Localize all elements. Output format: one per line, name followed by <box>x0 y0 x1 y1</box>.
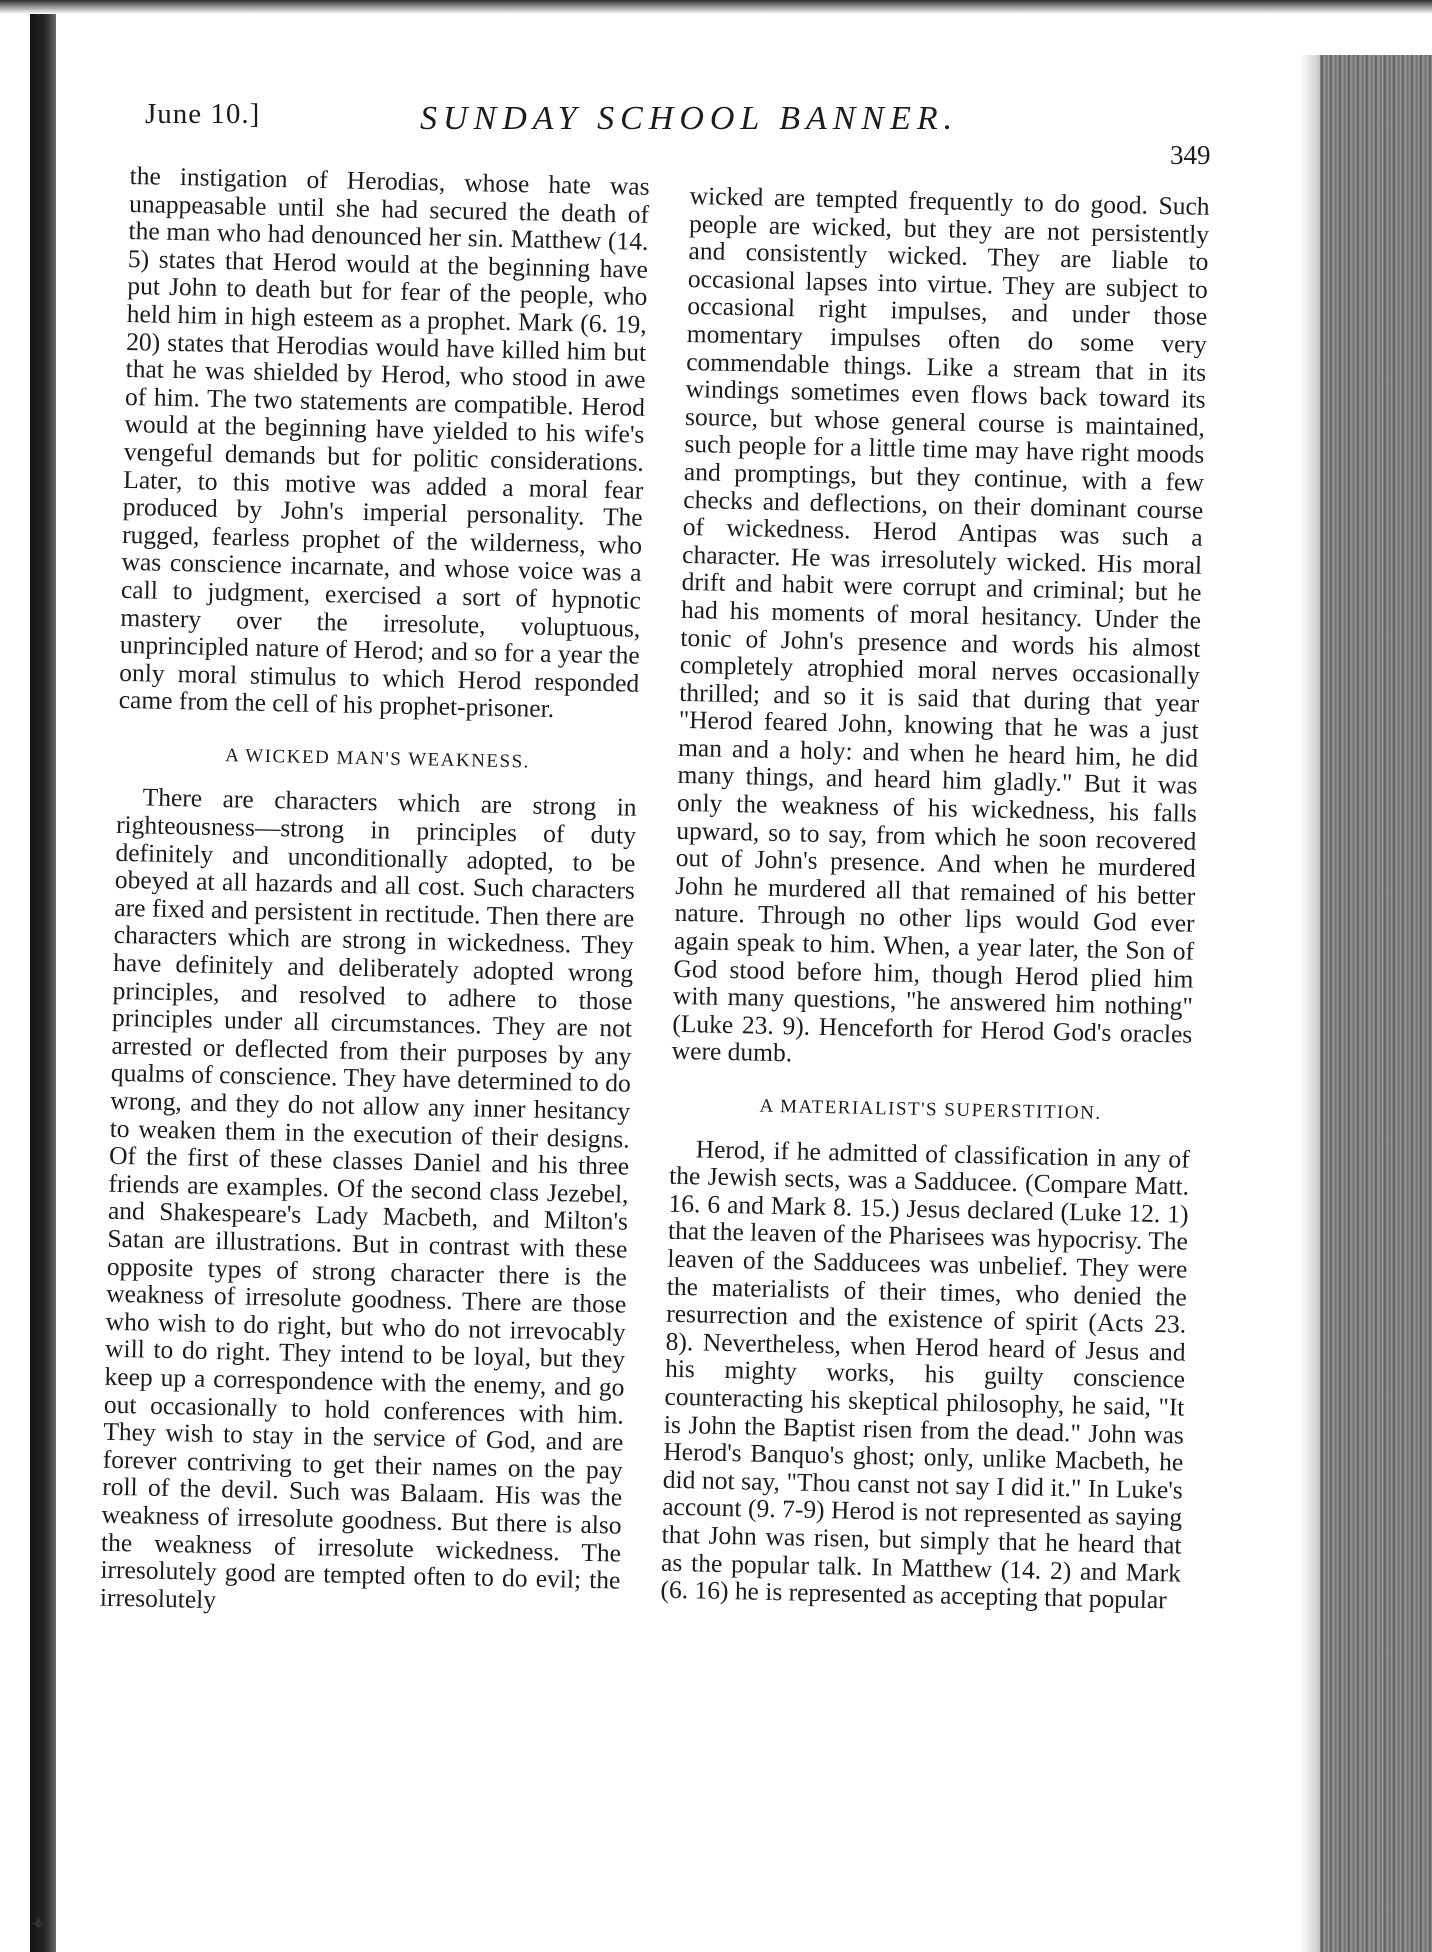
book-binding-shadow <box>30 0 56 1952</box>
right-paragraph-continued: wicked are tempted frequently to do good. Such people are wicked, but they are not persistently and consistently wicked. They are liable to occasional lapses into virtue. They are subject to occasional right impulses, and under those momentary impulses often do some very commendable things. Like a stream that in its windings sometimes even flows back toward its source, but whose general course is maintained, such people for a little time may have right moods and promptings, but they continue, with a few checks and deflections, on their dominant course of wickedness. Herod Antipas was such a character. He was irresolutely wicked. His moral drift and habit were corrupt and criminal; but he had his moments of moral hesitancy. Under the tonic of John's presence and words his almost completely atrophied moral nerves occasionally thrilled; and so it is said that during that year "Herod feared John, knowing that he was a just man and a holy: and when he heard him, he did many things, and heard him gladly." But it was only the weakness of his wickedness, his falls upward, so to say, from which he soon recovered out of John's presence. And when he murdered John he murdered all that remained of his better nature. Through no other lips would God ever again speak to him. When, a year later, the Son of God stood before him, though Herod plied him with many questions, "he answered him nothing" (Luke 23. 9). Henceforth for Herod God's oracles were dumb. <box>671 181 1210 1068</box>
corner-ink-mark: ✦ <box>30 1914 47 1936</box>
left-column <box>100 162 650 1622</box>
stacked-page-edges <box>1320 55 1432 1952</box>
top-edge-shadow <box>0 0 1432 14</box>
left-paragraph-continued: the instigation of Herodias, whose hate was unappeasable until she had secured the death of the man who had denounced her sin. Matthew (14. 5) states that Herod would at the beginning have put John to death but for fear of the people, who held him in high esteem as a prophet. Mark (6. 19, 20) states that Herodias would have killed him but that he was shielded by Herod, who stood in awe of him. The two statements are compatible. Herod would at the beginning have yielded to his wife's vengeful demands but for politic considerations. Later, to this motive was added a moral fear produced by John's imperial personality. The rugged, fearless prophet of the wilderness, who was conscience incarnate, and whose voice was a call to judgment, exercised a sort of hypnotic mastery over the irresolute, voluptuous, unprincipled nature of Herod; and so for a year the only moral stimulus to which Herod responded came from the cell of his prophet-prisoner. <box>118 161 650 724</box>
right-column <box>660 182 1210 1614</box>
right-paragraph-superstition: Herod, if he admitted of classification in any of the Jewish sects, was a Sadducee. (Compare Matt. 16. 6 and Mark 8. 15.) Jesus declared (Luke 12. 1) that the leaven of the Pharisees was hypocrisy. The leaven of the Sadducees was unbelief. They were the materialists of their times, who denied the resurrection and the existence of spirit (Acts 23. 8). Nevertheless, when Herod heard of Jesus and his mighty works, his guilty conscience counteracting his skeptical philosophy, he said, "It is John the Baptist risen from the dead." John was Herod's Banquo's ghost; only, unlike Macbeth, he did not say, "Thou canst not say I did it." In Luke's account (9. 7-9) Herod is not represented as saying that John was risen, but simply that he heard that as the popular talk. In Matthew (14. 2) and Mark (6. 16) he is represented as accepting that popular <box>660 1133 1190 1615</box>
section-heading-wicked-mans-weakness: A WICKED MAN'S WEAKNESS. <box>224 745 531 773</box>
left-paragraph-weakness: There are characters which are strong in righteousness—strong in principles of duty definitely and unconditionally adopted, to be obeyed at all hazards and all cost. Such characters are fixed and persistent in rectitude. Then there are characters which are strong in wickedness. They have definitely and deliberately adopted wrong principles, and resolved to adhere to those principles under all circumstances. They are not arrested or deflected from their purposes by any qualms of conscience. They have determined to do wrong, and they do not allow any inner hesitancy to weaken them in the execution of their designs. Of the first of these classes Daniel and his three friends are examples. Of the second class Jezebel, and Shakespeare's Lady Macbeth, and Milton's Satan are illustrations. But in contrast with these opposite types of strong character there is the weakness of irresolute goodness. There are those who wish to do right, but who do not irrevocably will to do right. They intend to be loyal, but they keep up a correspondence with the enemy, and go out occasionally to hold conferences with him. They wish to stay in the service of God, and are forever contriving to get their names on the pay roll of the devil. Such was Balaam. His was the weakness of irresolute goodness. But there is also the weakness of irresolute wickedness. The irresolutely good are tempted often to do evil; the irresolutely <box>99 782 637 1614</box>
page-number: 349 <box>1170 140 1211 170</box>
section-heading-materialists-superstition: A MATERIALIST'S SUPERSTITION. <box>759 1095 1102 1124</box>
magazine-page <box>90 90 1210 1890</box>
running-header <box>90 90 1211 170</box>
issue-date: June 10.] <box>145 98 261 130</box>
publication-title: SUNDAY SCHOOL BANNER. <box>420 100 959 137</box>
